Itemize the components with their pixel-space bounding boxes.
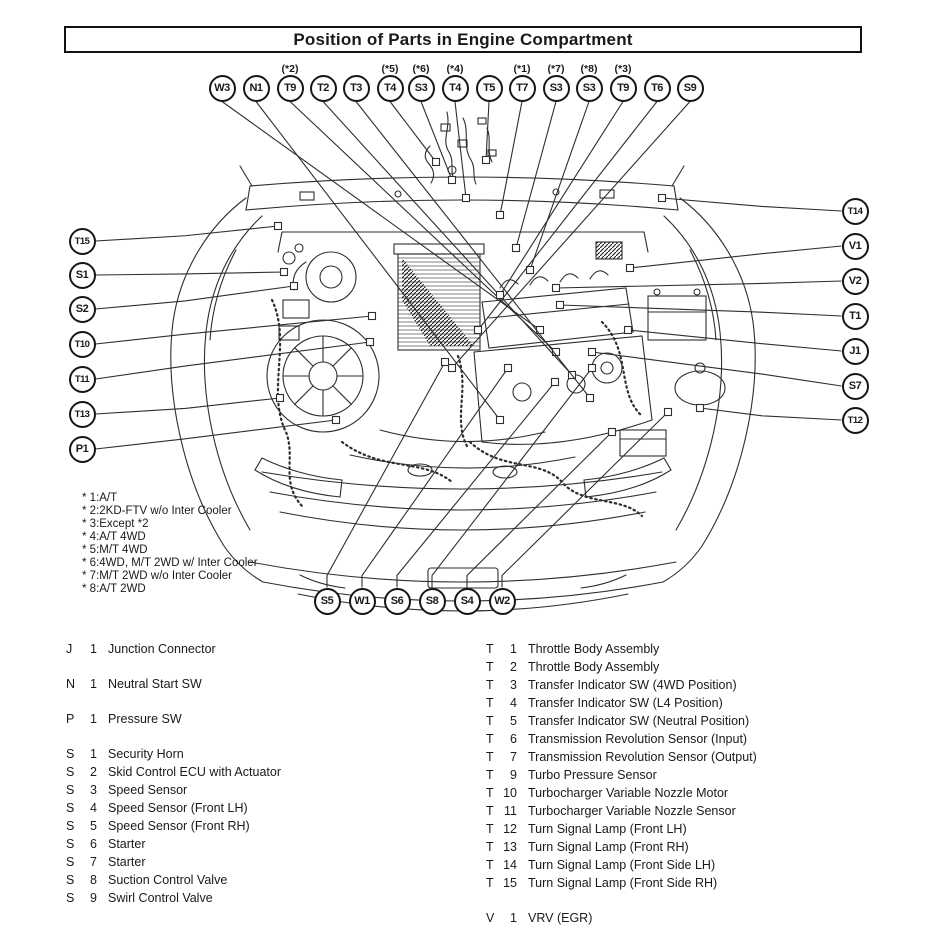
callout-s2: S2: [69, 296, 96, 323]
part-code: S: [66, 855, 75, 869]
connector-marker: [552, 379, 559, 386]
callout-note: (*1): [513, 63, 531, 75]
leader-line: [96, 316, 373, 344]
leader-line: [432, 368, 592, 588]
legend-row: [486, 732, 866, 746]
connector-marker: [433, 159, 440, 166]
part-name: Pressure SW: [108, 712, 182, 726]
part-name: Turn Signal Lamp (Front Side LH): [528, 858, 716, 872]
callout-s3: S3: [576, 75, 603, 102]
connector-marker: [475, 327, 482, 334]
part-code: S: [66, 783, 75, 797]
legend-row: [486, 911, 866, 925]
callout-t1: T1: [842, 303, 869, 330]
legend-row: [486, 660, 866, 674]
part-number: 11: [504, 804, 517, 818]
part-code: N: [66, 677, 76, 691]
part-number: 10: [503, 786, 517, 800]
leader-line: [478, 102, 657, 331]
page-title: Position of Parts in Engine Compartment: [64, 26, 862, 53]
part-name: Neutral Start SW: [108, 677, 202, 691]
connector-marker: [367, 339, 374, 346]
part-code: J: [66, 642, 73, 656]
callout-s3: S3: [408, 75, 435, 102]
connector-marker: [291, 283, 298, 290]
leader-line: [96, 342, 371, 379]
part-number: 6: [510, 732, 517, 746]
part-number: 14: [503, 858, 517, 872]
connector-marker: [281, 269, 288, 276]
part-number: 3: [510, 678, 517, 692]
legend-row: [66, 837, 396, 851]
legend-right-column: [486, 642, 866, 925]
part-number: 13: [503, 840, 517, 854]
leader-line: [516, 102, 556, 249]
footnote-line: * 5:M/T 4WD: [82, 544, 148, 556]
footnote-line: * 2:2KD-FTV w/o Inter Cooler: [82, 505, 232, 517]
part-code: P: [66, 712, 75, 726]
part-name: Skid Control ECU with Actuator: [108, 765, 281, 779]
part-name: Speed Sensor (Front LH): [108, 801, 248, 815]
callout-w2: W2: [489, 588, 516, 615]
callout-v1: V1: [842, 233, 869, 260]
part-number: 2: [510, 660, 517, 674]
leader-line: [362, 368, 508, 588]
part-name: Junction Connector: [108, 642, 216, 656]
part-code: T: [486, 786, 494, 800]
part-code: S: [66, 747, 75, 761]
legend-row: [66, 783, 396, 797]
part-code: S: [66, 765, 75, 779]
callout-t2: T2: [310, 75, 337, 102]
callout-t9: T9: [277, 75, 304, 102]
connector-marker: [449, 177, 456, 184]
callout-note: (*3): [614, 63, 632, 75]
callout-t9: T9: [610, 75, 637, 102]
part-code: T: [486, 714, 494, 728]
connector-marker: [275, 223, 282, 230]
leader-line: [556, 281, 842, 288]
leader-line: [592, 352, 842, 386]
connector-marker: [369, 313, 376, 320]
part-code: T: [486, 696, 494, 710]
leader-line: [560, 305, 842, 316]
part-number: 12: [503, 822, 517, 836]
part-name: Turn Signal Lamp (Front LH): [528, 822, 687, 836]
connector-marker: [553, 285, 560, 292]
callout-j1: J1: [842, 338, 869, 365]
connector-marker: [483, 157, 490, 164]
part-code: S: [66, 819, 75, 833]
connector-marker: [609, 429, 616, 436]
callout-w1: W1: [349, 588, 376, 615]
part-name: Security Horn: [108, 747, 184, 761]
part-name: Transmission Revolution Sensor (Input): [528, 732, 748, 746]
legend-row: [486, 642, 866, 656]
callout-t12: T12: [842, 407, 869, 434]
legend-row: [66, 819, 396, 833]
part-name: Turbocharger Variable Nozzle Sensor: [528, 804, 736, 818]
callout-v2: V2: [842, 268, 869, 295]
part-code: S: [66, 837, 75, 851]
connector-marker: [697, 405, 704, 412]
part-name: Throttle Body Assembly: [528, 660, 660, 674]
part-number: 1: [90, 677, 97, 691]
part-code: T: [486, 768, 494, 782]
part-code: T: [486, 822, 494, 836]
footnote-line: * 1:A/T: [82, 492, 118, 504]
legend-row: [486, 768, 866, 782]
part-number: 1: [90, 747, 97, 761]
connector-marker: [449, 365, 456, 372]
callout-note: (*8): [580, 63, 598, 75]
connector-marker: [665, 409, 672, 416]
leader-line: [530, 102, 589, 271]
legend-row: [66, 747, 396, 761]
connector-marker: [505, 365, 512, 372]
part-name: Transfer Indicator SW (L4 Position): [528, 696, 723, 710]
part-number: 9: [510, 768, 517, 782]
connector-marker: [497, 417, 504, 424]
part-name: Speed Sensor (Front RH): [108, 819, 250, 833]
connector-marker: [659, 195, 666, 202]
connector-marker: [537, 327, 544, 334]
callout-t13: T13: [69, 401, 96, 428]
footnote-line: * 6:4WD, M/T 2WD w/ Inter Cooler: [82, 557, 258, 569]
part-number: 5: [90, 819, 97, 833]
callout-t14: T14: [842, 198, 869, 225]
part-number: 8: [90, 873, 97, 887]
legend-row: [66, 855, 396, 869]
part-name: Transfer Indicator SW (4WD Position): [528, 678, 737, 692]
part-number: 1: [510, 911, 517, 925]
part-code: S: [66, 801, 75, 815]
legend-row: [486, 714, 866, 728]
part-name: Transfer Indicator SW (Neutral Position): [528, 714, 750, 728]
part-code: T: [486, 858, 494, 872]
callout-note: (*5): [381, 63, 399, 75]
part-code: S: [66, 891, 75, 905]
part-number: 7: [510, 750, 517, 764]
part-name: Turbo Pressure Sensor: [528, 768, 657, 782]
footnote-line: * 7:M/T 2WD w/o Inter Cooler: [82, 570, 232, 582]
part-number: 4: [90, 801, 97, 815]
callout-t3: T3: [343, 75, 370, 102]
callout-t5: T5: [476, 75, 503, 102]
legend-row: [486, 858, 866, 872]
connector-marker: [497, 212, 504, 219]
legend-row: [486, 786, 866, 800]
footnotes: [82, 492, 258, 596]
part-code: T: [486, 804, 494, 818]
callout-s3: S3: [543, 75, 570, 102]
callout-t4: T4: [377, 75, 404, 102]
part-number: 7: [90, 855, 97, 869]
callout-s1: S1: [69, 262, 96, 289]
part-name: VRV (EGR): [528, 911, 593, 925]
connector-marker: [333, 417, 340, 424]
part-name: Starter: [108, 837, 146, 851]
part-name: Throttle Body Assembly: [528, 642, 660, 656]
part-code: S: [66, 873, 75, 887]
part-code: T: [486, 660, 494, 674]
part-name: Turn Signal Lamp (Front RH): [528, 840, 689, 854]
connector-marker: [589, 365, 596, 372]
part-code: T: [486, 876, 494, 890]
callout-t6: T6: [644, 75, 671, 102]
connector-marker: [557, 302, 564, 309]
callout-n1: N1: [243, 75, 270, 102]
connector-marker: [277, 395, 284, 402]
part-name: Turbocharger Variable Nozzle Motor: [528, 786, 729, 800]
part-code: T: [486, 642, 494, 656]
connector-marker: [625, 327, 632, 334]
connector-marker: [627, 265, 634, 272]
legend-row: [486, 840, 866, 854]
callout-s5: S5: [314, 588, 341, 615]
connector-marker: [589, 349, 596, 356]
legend-row: [66, 873, 396, 887]
callout-w3: W3: [209, 75, 236, 102]
legend-row: [486, 696, 866, 710]
legend-row: [66, 801, 396, 815]
part-number: 3: [90, 783, 97, 797]
leader-line: [96, 272, 285, 275]
callout-note: (*2): [281, 63, 299, 75]
part-number: 6: [90, 837, 97, 851]
part-code: T: [486, 678, 494, 692]
part-number: 1: [510, 642, 517, 656]
part-number: 1: [90, 712, 97, 726]
connector-marker: [442, 359, 449, 366]
leader-line: [455, 102, 466, 199]
callout-s7: S7: [842, 373, 869, 400]
callout-s9: S9: [677, 75, 704, 102]
callout-t7: T7: [509, 75, 536, 102]
leader-line: [222, 102, 540, 331]
connector-marker: [587, 395, 594, 402]
part-number: 9: [90, 891, 97, 905]
legend-row: [66, 677, 396, 691]
callout-note: (*4): [446, 63, 464, 75]
callout-s4: S4: [454, 588, 481, 615]
callout-s6: S6: [384, 588, 411, 615]
part-number: 15: [503, 876, 517, 890]
legend-row: [66, 642, 396, 656]
legend-row: [486, 750, 866, 764]
part-name: Suction Control Valve: [108, 873, 228, 887]
callout-t10: T10: [69, 331, 96, 358]
part-code: T: [486, 750, 494, 764]
footnote-line: * 8:A/T 2WD: [82, 583, 146, 595]
legend-row: [66, 891, 396, 905]
leader-line: [356, 102, 590, 399]
footnote-line: * 4:A/T 4WD: [82, 531, 146, 543]
callout-note: (*7): [547, 63, 565, 75]
callout-s8: S8: [419, 588, 446, 615]
legend-row: [66, 712, 396, 726]
leader-line: [500, 102, 522, 216]
connector-marker: [463, 195, 470, 202]
legend-left-column: [66, 642, 396, 905]
part-name: Transmission Revolution Sensor (Output): [528, 750, 757, 764]
part-code: V: [486, 911, 495, 925]
part-name: Speed Sensor: [108, 783, 188, 797]
legend-row: [486, 678, 866, 692]
callout-t15: T15: [69, 228, 96, 255]
part-name: Starter: [108, 855, 146, 869]
part-number: 2: [90, 765, 97, 779]
leader-line: [96, 286, 295, 309]
leader-line: [700, 408, 842, 420]
part-number: 1: [90, 642, 97, 656]
legend-row: [66, 765, 396, 779]
part-number: 5: [510, 714, 517, 728]
legend-row: [486, 804, 866, 818]
leader-line: [452, 102, 690, 369]
part-code: T: [486, 732, 494, 746]
connector-marker: [497, 292, 504, 299]
footnote-line: * 3:Except *2: [82, 518, 149, 530]
callout-p1: P1: [69, 436, 96, 463]
part-name: Swirl Control Valve: [108, 891, 213, 905]
part-number: 4: [510, 696, 517, 710]
callout-t11: T11: [69, 366, 96, 393]
legend-row: [486, 822, 866, 836]
callout-t4: T4: [442, 75, 469, 102]
connector-marker: [513, 245, 520, 252]
callout-note: (*6): [412, 63, 430, 75]
leader-line: [96, 398, 281, 414]
part-name: Turn Signal Lamp (Front Side RH): [528, 876, 718, 890]
part-code: T: [486, 840, 494, 854]
legend-row: [486, 876, 866, 890]
